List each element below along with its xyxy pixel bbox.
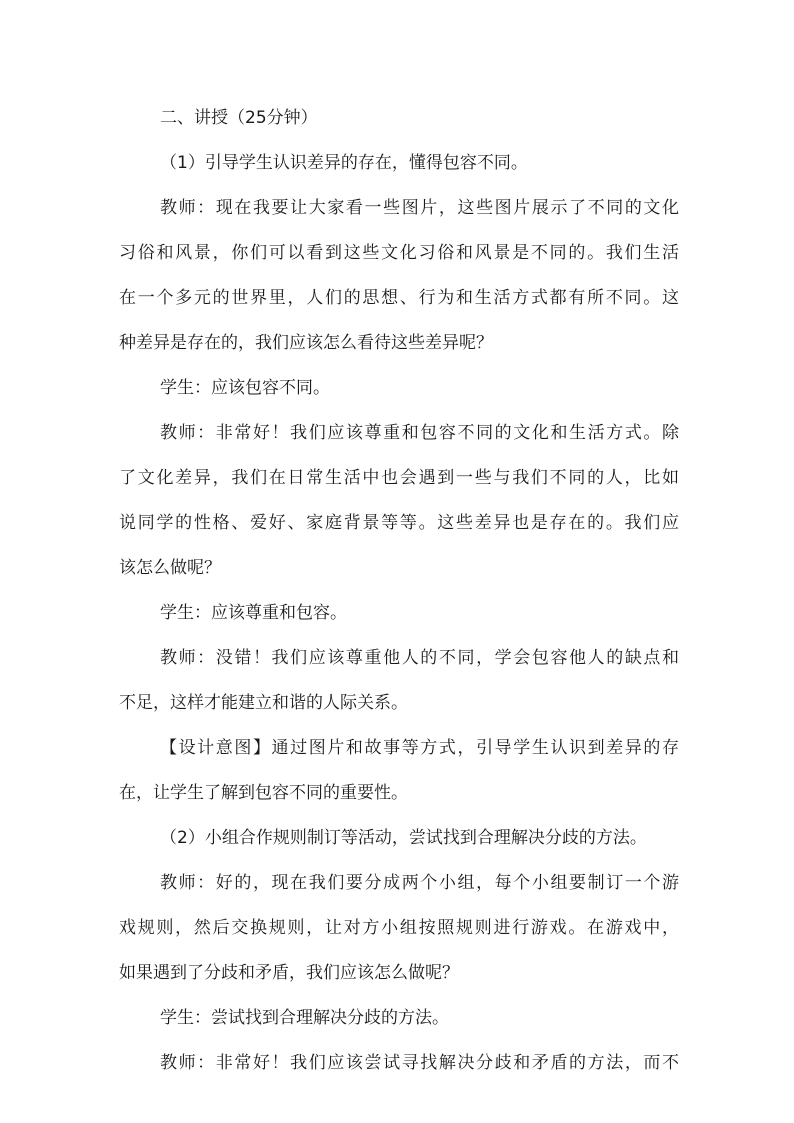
paragraph-line: 如果遇到了分歧和矛盾，我们应该怎么做呢？ bbox=[119, 963, 459, 983]
student-answer: 学生：应该包容不同。 bbox=[160, 378, 330, 398]
paragraph-line: 不足，这样才能建立和谐的人际关系。 bbox=[119, 693, 408, 713]
paragraph-line: 该怎么做呢？ bbox=[119, 558, 221, 578]
document-body bbox=[119, 96, 679, 1086]
student-answer: 学生：尝试找到合理解决分歧的方法。 bbox=[160, 1008, 449, 1028]
paragraph-line: 在一个多元的世界里，人们的思想、行为和生活方式都有所不同。这 bbox=[119, 288, 679, 308]
paragraph-line: 教师：没错！我们应该尊重他人的不同，学会包容他人的缺点和 bbox=[160, 648, 679, 668]
paragraph-line: 戏规则，然后交换规则，让对方小组按照规则进行游戏。在游戏中， bbox=[119, 918, 679, 938]
design-intent-line: 在，让学生了解到包容不同的重要性。 bbox=[119, 783, 408, 803]
student-answer: 学生：应该尊重和包容。 bbox=[160, 603, 347, 623]
subsection-heading-2: （2）小组合作规则制订等活动，尝试找到合理解决分歧的方法。 bbox=[160, 828, 647, 848]
paragraph-line: 教师：好的，现在我们要分成两个小组，每个小组要制订一个游 bbox=[160, 873, 679, 893]
paragraph-line: 种差异是存在的，我们应该怎么看待这些差异呢？ bbox=[119, 333, 493, 353]
paragraph-line: 教师：非常好！我们应该尊重和包容不同的文化和生活方式。除 bbox=[160, 423, 679, 443]
paragraph-line: 教师：非常好！我们应该尝试寻找解决分歧和矛盾的方法，而不 bbox=[160, 1053, 679, 1073]
design-intent-line: 【设计意图】通过图片和故事等方式，引导学生认识到差异的存 bbox=[160, 738, 679, 758]
section-heading: 二、讲授（25分钟） bbox=[160, 108, 318, 128]
paragraph-line: 习俗和风景，你们可以看到这些文化习俗和风景是不同的。我们生活 bbox=[119, 243, 679, 263]
paragraph-line: 说同学的性格、爱好、家庭背景等等。这些差异也是存在的。我们应 bbox=[119, 513, 679, 533]
subsection-heading-1: （1）引导学生认识差异的存在，懂得包容不同。 bbox=[160, 153, 528, 173]
paragraph-line: 教师：现在我要让大家看一些图片，这些图片展示了不同的文化 bbox=[160, 198, 679, 218]
paragraph-line: 了文化差异，我们在日常生活中也会遇到一些与我们不同的人，比如 bbox=[119, 468, 679, 488]
